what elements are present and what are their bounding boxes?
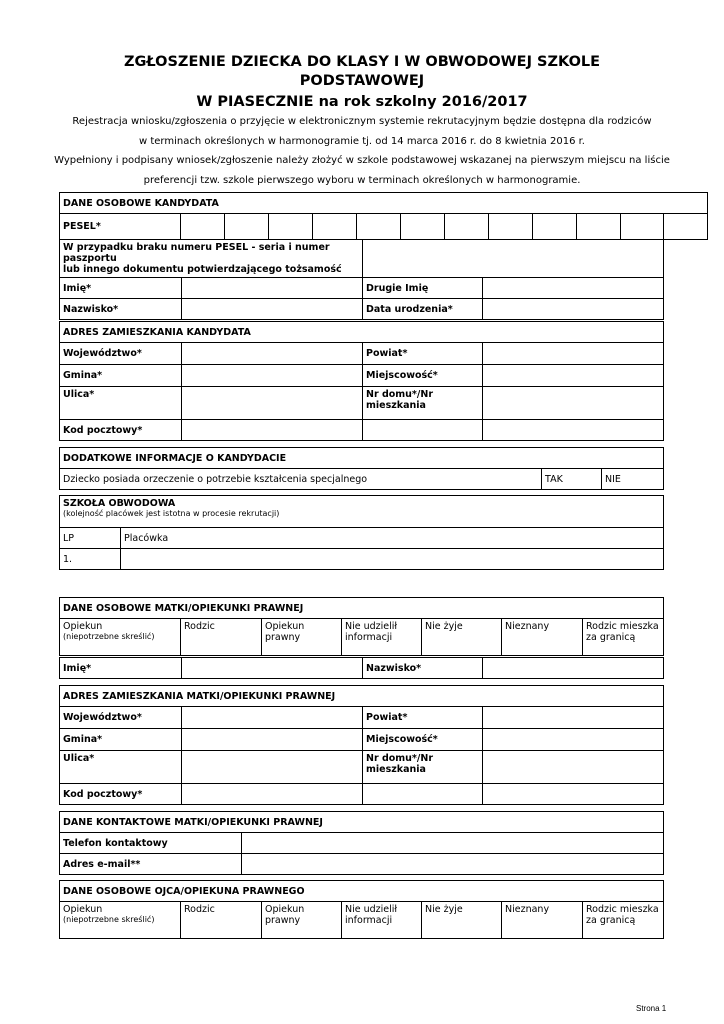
no-pesel-line-1: W przypadku braku numeru PESEL - seria i numer paszportu: [63, 242, 330, 264]
page-number: Strona 1: [636, 1004, 667, 1013]
no-pesel-line-2: lub innego dokumentu potwierdzającego tożsamość: [63, 264, 342, 275]
mother-opt-unknown[interactable]: Nieznany: [502, 619, 583, 656]
mother-opt-abroad[interactable]: [583, 619, 664, 656]
mother-address-section-header: ADRES ZAMIESZKANIA MATKI/OPIEKUNKI PRAWNEJ: [60, 686, 664, 707]
pesel-label: PESEL*: [60, 214, 181, 240]
mother-address-table: [59, 685, 664, 805]
intro-line-4: preferencji tzw. szkole pierwszego wyboru w terminach określonych w harmonogramie.: [143, 175, 581, 186]
mother-opt-legal[interactable]: Opiekun prawny: [262, 619, 342, 656]
father-section-header: DANE OSOBOWE OJCA/OPIEKUNA PRAWNEGO: [60, 881, 664, 902]
father-abroad-line-2: za granicą: [586, 915, 636, 926]
additional-table: [59, 447, 664, 490]
birth-date-label: Data urodzenia*: [363, 299, 483, 320]
title-line-2: PODSTAWOWEJ: [299, 73, 425, 89]
mother-last-name-field[interactable]: [483, 658, 664, 679]
pesel-digit-3[interactable]: [269, 214, 313, 240]
mother-commune-field[interactable]: [182, 729, 363, 751]
school-header-title: SZKOŁA OBWODOWA: [63, 498, 176, 509]
document-number-field[interactable]: [363, 240, 664, 278]
commune-label: Gmina*: [60, 365, 182, 387]
mother-county-label: Powiat*: [363, 707, 483, 729]
school-row-field[interactable]: [121, 549, 664, 570]
last-name-label: Nazwisko*: [60, 299, 182, 320]
pesel-digit-9[interactable]: [533, 214, 577, 240]
special-education-question: Dziecko posiada orzeczenie o potrzebie kształcenia specjalnego: [60, 469, 542, 490]
second-name-field[interactable]: [483, 278, 664, 299]
father-abroad-line-1: Rodzic mieszka: [586, 904, 659, 915]
pesel-digit-2[interactable]: [225, 214, 269, 240]
mother-opt-parent[interactable]: Rodzic: [181, 619, 262, 656]
postal-code-label: Kod pocztowy*: [60, 420, 182, 441]
intro-line-3: Wypełniony i podpisany wniosek/zgłoszenie należy złożyć w szkole podstawowej wskazanej na pierwszym miejscu na liście: [54, 155, 670, 166]
house-label-line-2: mieszkania: [366, 400, 426, 411]
no-option[interactable]: NIE: [602, 469, 664, 490]
yes-option[interactable]: TAK: [542, 469, 602, 490]
pesel-digit-5[interactable]: [357, 214, 401, 240]
mother-table: [59, 597, 664, 656]
voivodeship-field[interactable]: [182, 343, 363, 365]
intro-line-1: Rejestracja wniosku/zgłoszenia o przyjęcie w elektronicznym systemie rekrutacyjnym będzie dostępna dla rodziców: [72, 116, 652, 127]
pesel-digit-6[interactable]: [401, 214, 445, 240]
school-header-note: (kolejność placówek jest istotna w procesie rekrutacji): [63, 509, 280, 518]
mother-section-header: DANE OSOBOWE MATKI/OPIEKUNKI PRAWNEJ: [60, 598, 664, 619]
father-guardian-note: (niepotrzebne skreślić): [63, 915, 155, 924]
mother-opt-noinfo[interactable]: [342, 619, 422, 656]
father-opt-unknown[interactable]: Nieznany: [502, 902, 583, 939]
mother-abroad-line-2: za granicą: [586, 632, 636, 643]
locality-label: Miejscowość*: [363, 365, 483, 387]
mother-guardian-note: (niepotrzebne skreślić): [63, 632, 155, 641]
house-label-line-1: Nr domu*/Nr: [366, 389, 434, 400]
pesel-digit-10[interactable]: [577, 214, 621, 240]
place-column-header: Placówka: [121, 528, 664, 549]
father-table: [59, 880, 664, 939]
postal-empty-2: [483, 420, 664, 441]
mother-postal-code-label: Kod pocztowy*: [60, 784, 182, 805]
school-section-header: [60, 496, 664, 528]
father-noinfo-line-1: Nie udzielił: [345, 904, 398, 915]
father-guardian-label: [60, 902, 181, 939]
street-field[interactable]: [182, 387, 363, 420]
mother-house-number-field[interactable]: [483, 751, 664, 784]
mother-noinfo-line-2: informacji: [345, 632, 393, 643]
commune-field[interactable]: [182, 365, 363, 387]
phone-label: Telefon kontaktowy: [60, 833, 242, 854]
house-number-label: [363, 387, 483, 420]
mother-street-field[interactable]: [182, 751, 363, 784]
phone-field[interactable]: [242, 833, 664, 854]
address-section-header: ADRES ZAMIESZKANIA KANDYDATA: [60, 322, 664, 343]
locality-field[interactable]: [483, 365, 664, 387]
mother-guardian-title: Opiekun: [63, 621, 103, 632]
mother-house-label-line-1: Nr domu*/Nr: [366, 753, 434, 764]
street-label: Ulica*: [60, 387, 182, 420]
mother-postal-empty-2: [483, 784, 664, 805]
email-field[interactable]: [242, 854, 664, 875]
lp-column-header: LP: [60, 528, 121, 549]
mother-last-name-label: Nazwisko*: [363, 658, 483, 679]
address-table: [59, 321, 664, 441]
intro-line-2: w terminach określonych w harmonogramie tj. od 14 marca 2016 r. do 8 kwietnia 2016 r.: [139, 136, 585, 147]
postal-empty-1: [363, 420, 483, 441]
father-opt-legal[interactable]: Opiekun prawny: [262, 902, 342, 939]
house-number-field[interactable]: [483, 387, 664, 420]
additional-section-header: DODATKOWE INFORMACJE O KANDYDACIE: [60, 448, 664, 469]
mother-contact-table: [59, 811, 664, 875]
mother-voivodeship-label: Województwo*: [60, 707, 182, 729]
postal-code-field[interactable]: [182, 420, 363, 441]
candidate-table: [59, 192, 708, 240]
candidate-table-2: [59, 239, 664, 320]
father-opt-parent[interactable]: Rodzic: [181, 902, 262, 939]
mother-postal-empty-1: [363, 784, 483, 805]
pesel-digit-11[interactable]: [621, 214, 664, 240]
no-pesel-label: [60, 240, 363, 278]
pesel-digit-1[interactable]: [181, 214, 225, 240]
father-noinfo-line-2: informacji: [345, 915, 393, 926]
pesel-digit-4[interactable]: [313, 214, 357, 240]
mother-first-name-field[interactable]: [182, 658, 363, 679]
mother-contact-section-header: DANE KONTAKTOWE MATKI/OPIEKUNKI PRAWNEJ: [60, 812, 664, 833]
email-label: Adres e-mail**: [60, 854, 242, 875]
county-label: Powiat*: [363, 343, 483, 365]
birth-date-field[interactable]: [483, 299, 664, 320]
school-table: [59, 495, 664, 570]
mother-first-name-label: Imię*: [60, 658, 182, 679]
father-opt-abroad[interactable]: [583, 902, 664, 939]
pesel-digit-8[interactable]: [489, 214, 533, 240]
title-line-1: ZGŁOSZENIE DZIECKA DO KLASY I W OBWODOWEJ SZKOLE: [123, 54, 601, 70]
first-name-label: Imię*: [60, 278, 182, 299]
mother-opt-dead[interactable]: Nie żyje: [422, 619, 502, 656]
voivodeship-label: Województwo*: [60, 343, 182, 365]
mother-county-field[interactable]: [483, 707, 664, 729]
mother-locality-field[interactable]: [483, 729, 664, 751]
mother-noinfo-line-1: Nie udzielił: [345, 621, 398, 632]
father-opt-dead[interactable]: Nie żyje: [422, 902, 502, 939]
candidate-section-header: DANE OSOBOWE KANDYDATA: [60, 193, 708, 214]
mother-commune-label: Gmina*: [60, 729, 182, 751]
mother-house-label-line-2: mieszkania: [366, 764, 426, 775]
mother-name-table: [59, 657, 664, 679]
pesel-extra[interactable]: [664, 214, 708, 240]
second-name-label: Drugie Imię: [363, 278, 483, 299]
last-name-field[interactable]: [182, 299, 363, 320]
father-guardian-title: Opiekun: [63, 904, 103, 915]
father-opt-noinfo[interactable]: [342, 902, 422, 939]
mother-postal-code-field[interactable]: [182, 784, 363, 805]
first-name-field[interactable]: [182, 278, 363, 299]
mother-street-label: Ulica*: [60, 751, 182, 784]
mother-house-number-label: [363, 751, 483, 784]
mother-voivodeship-field[interactable]: [182, 707, 363, 729]
mother-abroad-line-1: Rodzic mieszka: [586, 621, 659, 632]
title-line-3: W PIASECZNIE na rok szkolny 2016/2017: [196, 94, 528, 110]
county-field[interactable]: [483, 343, 664, 365]
school-row-number: 1.: [60, 549, 121, 570]
pesel-digit-7[interactable]: [445, 214, 489, 240]
mother-locality-label: Miejscowość*: [363, 729, 483, 751]
mother-guardian-label: [60, 619, 181, 656]
